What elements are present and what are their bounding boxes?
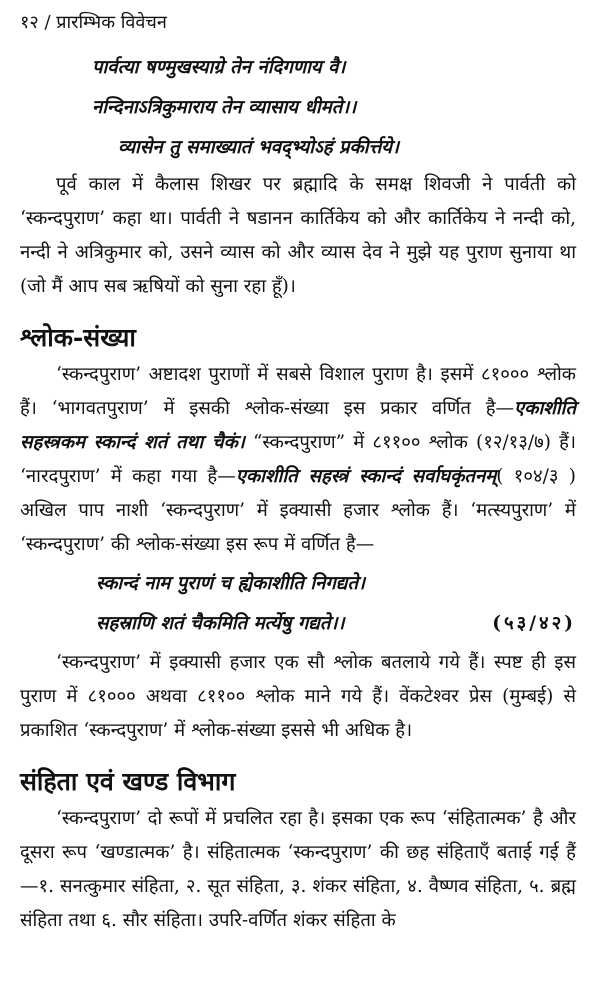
inline-quote: एकाशीति सहस्त्रं स्कान्दं सर्वाघकृंतनम् — [235, 466, 497, 487]
text-run: “स्कन्दपुराण” में ८११०० श्लोक (१२/१३/७) हैं। ‘नारदपुराण’ में कहा गया है— — [20, 432, 576, 487]
inline-quote: एकाशीति सहस्त्रकम स्कान्दं शतं तथा चैकं। — [20, 398, 576, 453]
verse-line — [20, 604, 576, 644]
section-heading: श्लोक-संख्या — [20, 323, 136, 352]
text-run: ‘स्कन्दपुराण’ अष्टादश पुराणों में सबसे विशाल पुराण है। इसमें ८१००० श्लोक हैं। ‘भागवतपुराण’ में इसकी श्लोक-संख्या इस प्रकार वर्णित है— — [20, 364, 576, 419]
verse-text: सहस्राणि शतं चैकमिति मर्त्येषु गद्यते।। — [96, 613, 345, 634]
paragraph — [20, 358, 576, 562]
verse-line: स्कान्दं नाम पुराणं च ह्येकाशीति निगद्यते। — [96, 573, 366, 594]
running-header: १२ / प्रारम्भिक विवेचन — [20, 12, 167, 33]
verse-line: नन्दिनाऽत्रिकुमाराय तेन व्यासाय धीमते।। — [92, 97, 357, 118]
verse-line: व्यासेन तु समाख्यातं भवद्भ्योऽहं प्रकीर्त्तये। — [118, 137, 400, 158]
opening-verse — [20, 48, 576, 168]
quoted-verse — [20, 564, 576, 644]
paragraph: ‘स्कन्दपुराण’ दो रूपों में प्रचलित रहा है। इसका एक रूप ‘संहितात्मक’ है और दूसरा रूप ‘खण्डात्मक’ है। संहितात्मक ‘स्कन्दपुराण’ की छह संहिताएँ बताई गई हैं—१. सनत्कुमार संहिता, २. सूत संहिता, ३. शंकर संहिता, ४. वैष्णव संहिता, ५. ब्रह्म संहिता तथा ६. सौर संहिता। उपरि-वर्णित शंकर संहिता के — [20, 808, 576, 931]
paragraph: ‘स्कन्दपुराण’ में इक्यासी हजार एक सौ श्लोक बतलाये गये हैं। स्पष्ट ही इस पुराण में ८१००० अथवा ८११०० श्लोक माने गये हैं। वेंकटेश्वर प्रेस (मुम्बई) से प्रकाशित ‘स्कन्दपुराण’ में श्लोक-संख्या इससे भी अधिक है। — [20, 652, 576, 741]
verse-line: पार्वत्या षण्मुखस्याग्रे तेन नंदिगणाय वै। — [92, 57, 346, 78]
text-run: ( १०४/३ ) अखिल पाप नाशी ‘स्कन्दपुराण’ में इक्यासी हजार श्लोक हैं। ‘मत्स्यपुराण’ में ‘स्कन्दपुराण’ की श्लोक-संख्या इस रूप में वर्णित है— — [20, 466, 576, 555]
paragraph: पूर्व काल में कैलास शिखर पर ब्रह्मादि के समक्ष शिवजी ने पार्वती को ‘स्कन्दपुराण’ कहा था। पार्वती ने षडानन कार्तिकेय को और कार्तिकेय ने नन्दी को, नन्दी ने अत्रिकुमार को, उसने व्यास को और व्यास देव ने मुझे यह पुराण सुनाया था (जो मैं आप सब ऋषियों को सुना रहा हूँ)। — [20, 174, 576, 297]
section-heading: संहिता एवं खण्ड विभाग — [20, 767, 236, 796]
verse-reference: (५३/४२) — [492, 613, 576, 634]
